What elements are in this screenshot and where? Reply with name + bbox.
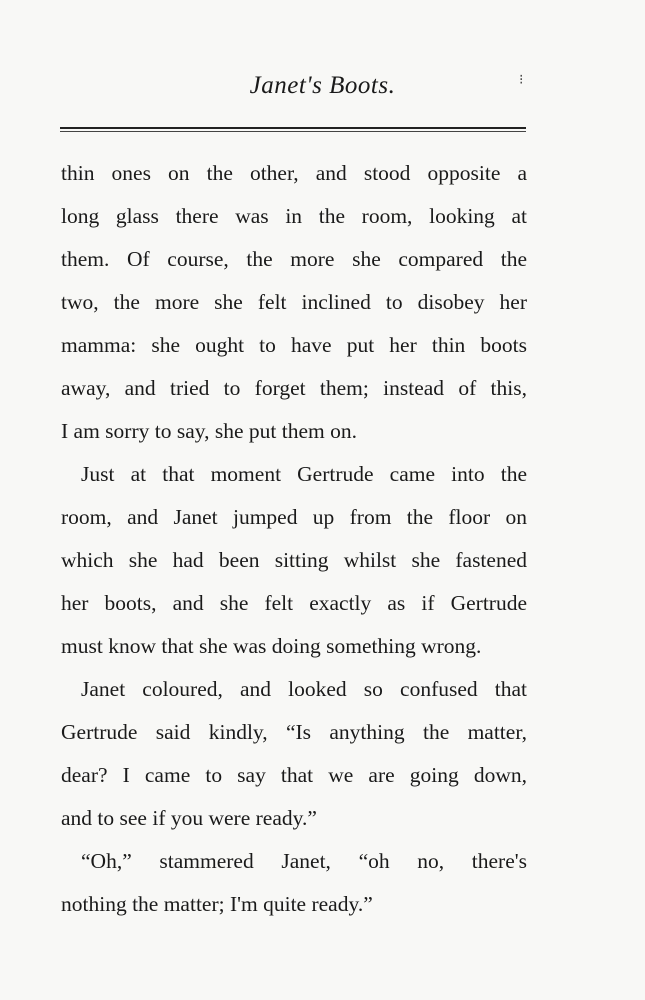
- text-line: nothing the matter; I'm quite ready.”: [61, 892, 373, 916]
- text-line: dear? I came to say that we are going down,: [61, 763, 527, 787]
- text-line: which she had been sitting whilst she fastened: [61, 548, 527, 572]
- header-rule-thick: [60, 127, 526, 129]
- text-line: thin ones on the other, and stood opposite a: [61, 161, 527, 185]
- text-line: two, the more she felt inclined to disobey her: [61, 290, 527, 314]
- body-text: [61, 152, 527, 926]
- text-line: “Oh,” stammered Janet, “oh no, there's: [81, 849, 527, 873]
- text-line: Gertrude said kindly, “Is anything the matter,: [61, 720, 527, 744]
- header-rule-thin: [60, 131, 526, 132]
- text-line: and to see if you were ready.”: [61, 806, 317, 830]
- text-line: room, and Janet jumped up from the floor on: [61, 505, 527, 529]
- text-line: I am sorry to say, she put them on.: [61, 419, 357, 443]
- corner-print-mark: ⁝: [519, 73, 524, 88]
- running-head-title: Janet's Boots.: [249, 72, 396, 99]
- text-line: long glass there was in the room, looking at: [61, 204, 527, 228]
- text-line: away, and tried to forget them; instead of this,: [61, 376, 527, 400]
- text-line: Just at that moment Gertrude came into the: [81, 462, 527, 486]
- text-line: her boots, and she felt exactly as if Gertrude: [61, 591, 527, 615]
- text-line: mamma: she ought to have put her thin boots: [61, 333, 527, 357]
- text-line: them. Of course, the more she compared the: [61, 247, 527, 271]
- text-line: must know that she was doing something wrong.: [61, 634, 482, 658]
- text-line: Janet coloured, and looked so confused that: [81, 677, 527, 701]
